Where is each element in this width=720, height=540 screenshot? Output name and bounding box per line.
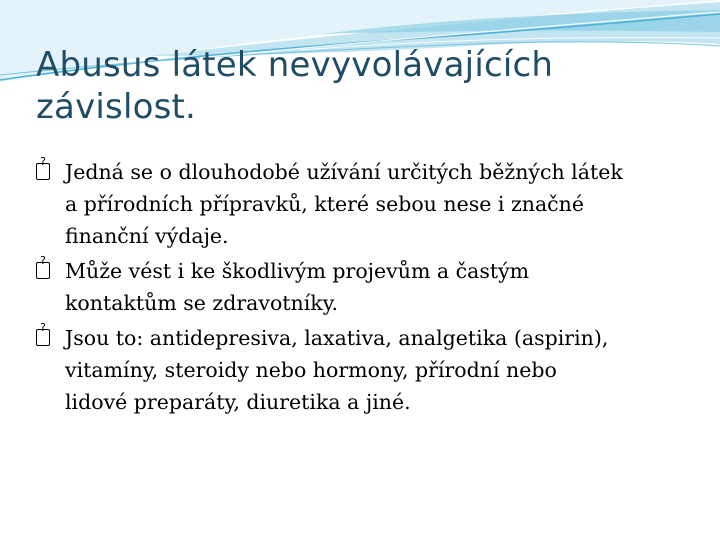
bullet-item-1 <box>36 156 696 252</box>
slide-title <box>36 44 696 128</box>
bullet-list <box>36 156 696 421</box>
missing-glyph-box-icon: ? <box>36 329 50 346</box>
bullet-2-line-2: kontaktům se zdravotníky. <box>65 291 339 315</box>
bullet-1-line-3: finanční výdaje. <box>65 224 229 248</box>
bullet-3-line-2: vitamíny, steroidy nebo hormony, přírodní nebo <box>65 358 557 382</box>
bullet-1-line-1: Jedná se o dlouhodobé užívání určitých běžných látek <box>65 160 623 184</box>
bullet-3-line-3: lidové preparáty, diuretika a jiné. <box>65 390 411 414</box>
slide-title-line-2: závislost. <box>36 87 197 127</box>
bullet-item-2 <box>36 255 696 319</box>
bullet-3-line-1: Jsou to: antidepresiva, laxativa, analgetika (aspirin), <box>65 326 609 350</box>
bullet-item-3 <box>36 322 696 418</box>
missing-glyph-box-icon: ? <box>36 163 50 180</box>
bullet-2-line-1: Může vést i ke škodlivým projevům a častým <box>65 259 530 283</box>
slide-title-line-1: Abusus látek nevyvolávajících <box>36 45 554 85</box>
missing-glyph-box-icon: ? <box>36 262 50 279</box>
bullet-1-line-2: a přírodních přípravků, které sebou nese i značné <box>65 192 584 216</box>
